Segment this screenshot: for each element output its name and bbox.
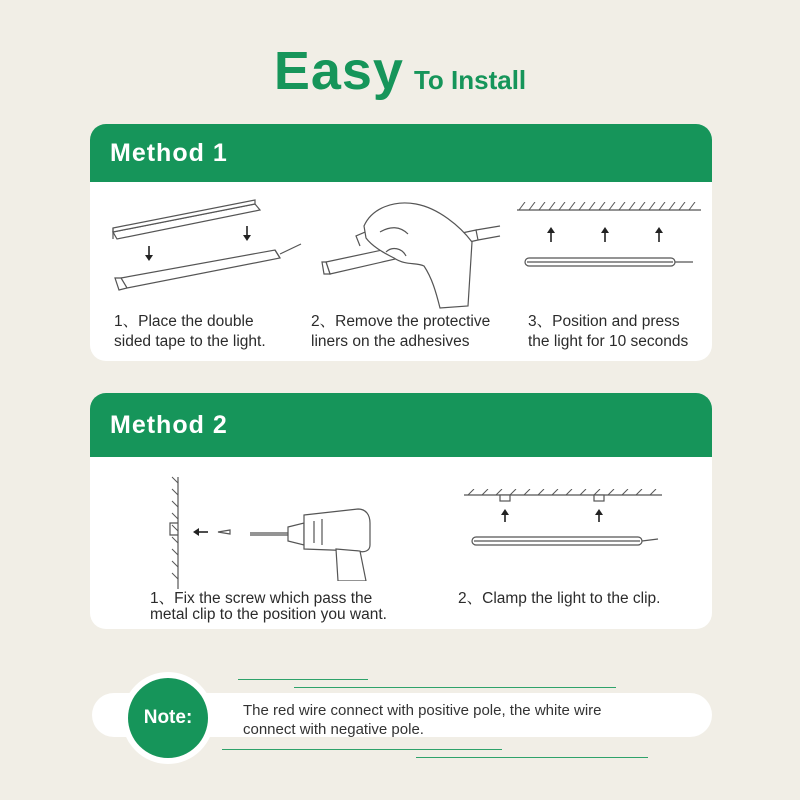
decorative-line	[222, 749, 502, 750]
decorative-line	[416, 757, 648, 758]
left-arrow-icon	[193, 528, 208, 536]
hand-peeling-illustration	[320, 196, 520, 312]
method-2-step-2: 2、Clamp the light to the clip.	[458, 590, 661, 607]
up-arrow-icon	[501, 509, 509, 522]
method-2-step-1: 1、Fix the screw which pass the metal clip to the position you want.	[150, 590, 387, 623]
decorative-line	[294, 687, 616, 688]
page-title	[0, 40, 800, 102]
up-arrow-icon	[655, 227, 663, 242]
wall-screw-illustration	[158, 473, 248, 593]
up-arrow-icon	[547, 227, 555, 242]
method-1-step-3: 3、Position and press the light for 10 seconds	[528, 313, 689, 350]
method-1-heading: Method 1	[90, 124, 712, 182]
title-easy: Easy	[273, 41, 404, 101]
up-arrow-icon	[595, 509, 603, 522]
down-arrow-icon	[243, 226, 251, 241]
method-2-heading: Method 2	[90, 393, 712, 457]
method-1-step-2: 2、Remove the protective liners on the adhesives	[311, 313, 491, 350]
note-label: Note:	[143, 707, 193, 728]
tape-strip-illustration	[105, 192, 305, 304]
decorative-line	[238, 679, 368, 680]
title-to-install: To Install	[413, 65, 527, 95]
method-1-card	[90, 124, 712, 361]
note-badge	[128, 678, 208, 758]
drill-illustration	[248, 501, 378, 581]
clip-mount-illustration	[462, 489, 672, 559]
down-arrow-icon	[145, 246, 153, 261]
note-text: The red wire connect with positive pole, the white wire connect with negative pole.	[243, 702, 602, 738]
method-2-card	[90, 393, 712, 629]
method-1-step-1: 1、Place the double sided tape to the light.	[114, 313, 266, 350]
ceiling-mount-illustration	[515, 202, 705, 272]
up-arrow-icon	[601, 227, 609, 242]
